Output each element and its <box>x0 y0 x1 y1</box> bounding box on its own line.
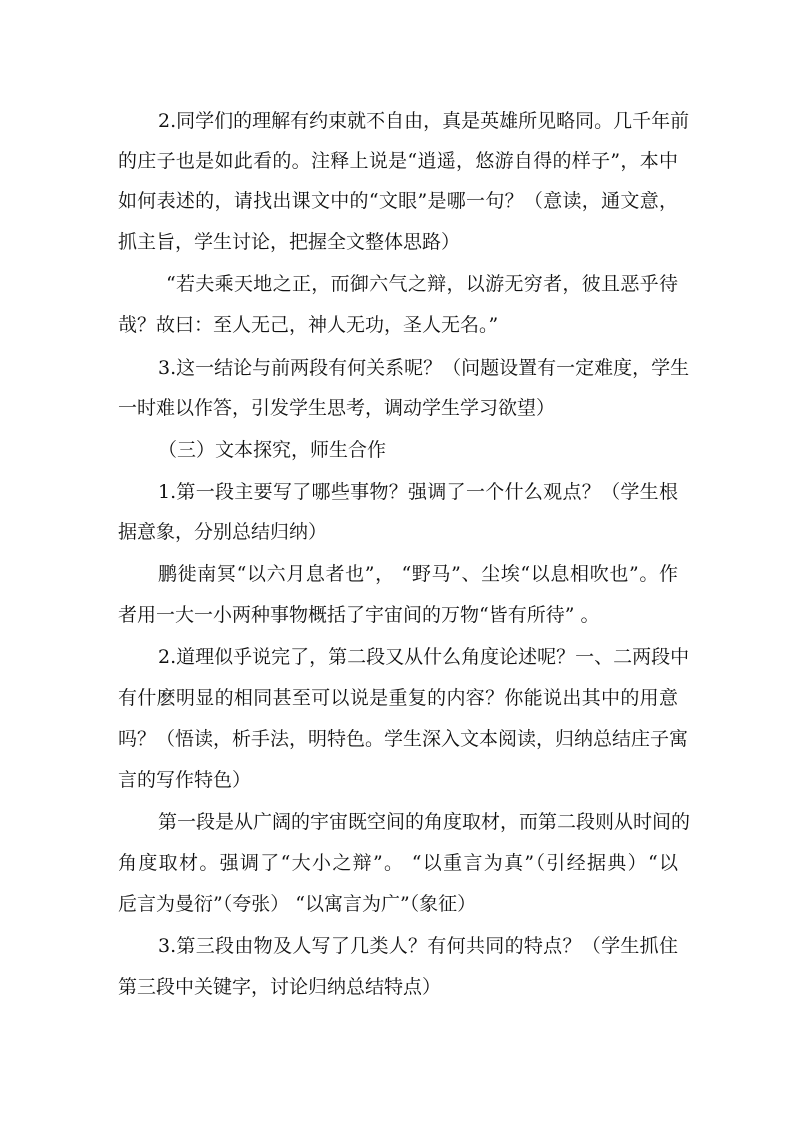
paragraph-line: 者用一大一小两种事物概括了宇宙间的万物“皆有所待” 。 <box>118 604 600 626</box>
paragraph-line: 一时难以作答，引发学生思考，调动学生学习欲望） <box>118 397 556 419</box>
paragraph-line: 吗？（悟读，析手法，明特色。学生深入文本阅读，归纳总结庄子寓 <box>118 728 689 750</box>
paragraph-line: 据意象，分别总结归纳） <box>118 521 328 543</box>
paragraph-line: 3.这一结论与前两段有何关系呢？（问题设置有一定难度，学生 <box>158 357 690 379</box>
paragraph-line: 2.同学们的理解有约束就不自由，真是英雄所见略同。几千年前 <box>158 110 690 132</box>
paragraph-line: 第三段中关键字，讨论归纳总结特点） <box>118 976 442 998</box>
paragraph-line: 的庄子也是如此看的。注释上说是“逍遥，悠游自得的样子”，本中 <box>118 150 678 172</box>
paragraph-line: 卮言为曼衍”（夸张） “以寓言为广”（象征） <box>118 893 477 915</box>
paragraph-line: 3.第三段由物及人写了几类人？有何共同的特点？（学生抓住 <box>158 935 678 957</box>
paragraph-line: 抓主旨，学生讨论，把握全文整体思路） <box>118 231 461 253</box>
paragraph-line: 第一段是从广阔的宇宙既空间的角度取材，而第二段则从时间的 <box>158 811 691 833</box>
section-heading: （三）文本探究，师生合作 <box>158 439 387 461</box>
paragraph-line: 角度取材。强调了“大小之辩”。 “以重言为真”（引经据典）“以 <box>118 852 678 874</box>
quote-line: “若夫乘天地之正，而御六气之辩，以游无穷者，彼且恶乎待 <box>166 273 678 295</box>
paragraph-line: 2.道理似乎说完了，第二段又从什么角度论述呢？一、二两段中 <box>158 646 690 668</box>
quote-line: 哉？故曰：至人无己，神人无功，圣人无名。” <box>118 314 499 336</box>
paragraph-line: 1.第一段主要写了哪些事物？强调了一个什么观点？（学生根 <box>158 481 678 503</box>
paragraph-line: 有什麽明显的相同甚至可以说是重复的内容？你能说出其中的用意 <box>118 687 678 709</box>
paragraph-line: 鹏徙南冥“以六月息者也”， “野马”、尘埃“以息相吹也”。作 <box>158 563 678 585</box>
paragraph-line: 言的写作特色） <box>118 769 252 791</box>
paragraph-line: 如何表述的，请找出课文中的“文眼”是哪一句？（意读，通文意， <box>118 190 678 212</box>
